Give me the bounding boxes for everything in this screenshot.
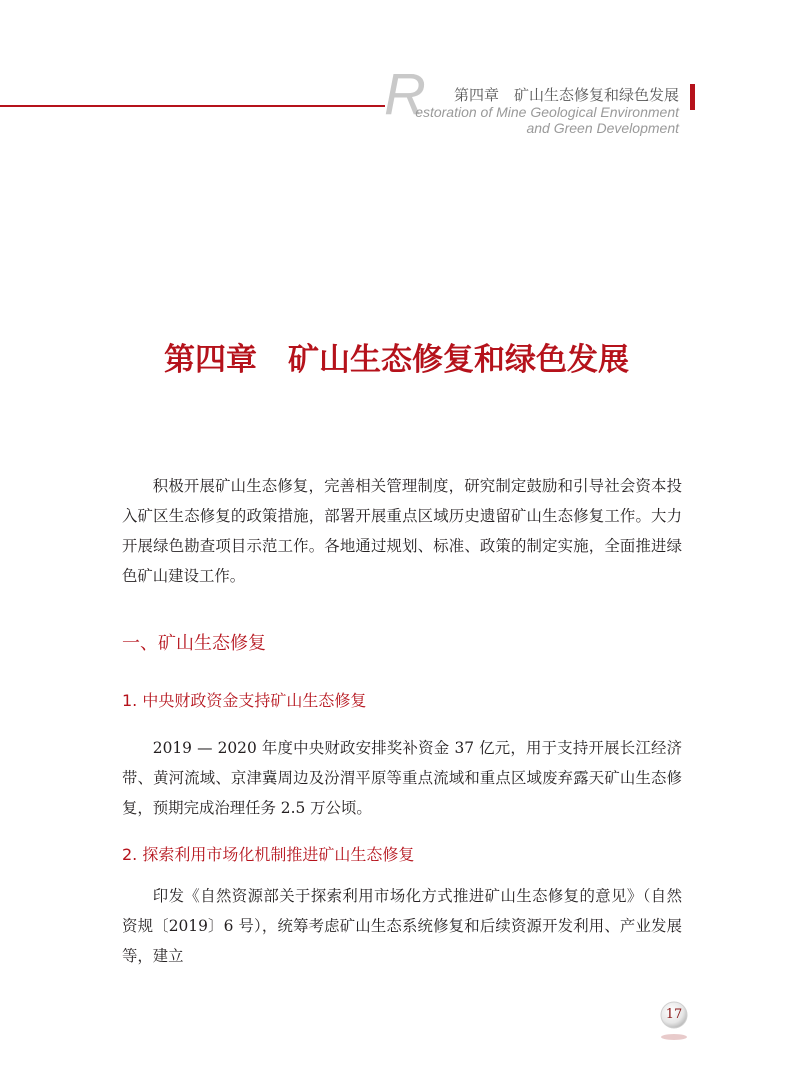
subsection-heading-2: 2. 探索利用市场化机制推进矿山生态修复	[122, 845, 415, 864]
chapter-title: 第四章 矿山生态修复和绿色发展	[164, 342, 629, 378]
header-chapter-title: 第四章 矿山生态修复和绿色发展	[453, 86, 679, 104]
header-decorative-letter: R	[384, 62, 426, 127]
subsection-paragraph-2: 印发《自然资源部关于探索利用市场化方式推进矿山生态修复的意见》（自然资规〔2019〕6 号），统筹考虑矿山生态系统修复和后续资源开发利用、产业发展等，建立	[122, 887, 682, 965]
header-rule	[0, 105, 385, 107]
subsection-paragraph-1: 2019 — 2020 年度中央财政安排奖补资金 37 亿元，用于支持开展长江经济带、黄河流域、京津冀周边及汾渭平原等重点流域和重点区域废弃露天矿山生态修复，预期完成治理任务 2.5 万公顷。	[122, 739, 682, 817]
page-number-badge	[657, 1001, 691, 1035]
section-heading: 一、矿山生态修复	[122, 633, 266, 654]
subsection-heading-1: 1. 中央财政资金支持矿山生态修复	[122, 691, 367, 710]
page-number: 17	[665, 1007, 683, 1022]
intro-paragraph: 积极开展矿山生态修复，完善相关管理制度，研究制定鼓励和引导社会资本投入矿区生态修复的政策措施，部署开展重点区域历史遗留矿山生态修复工作。大力开展绿色勘查项目示范工作。各地通过规划、标准、政策的制定实施，全面推进绿色矿山建设工作。	[122, 477, 682, 585]
header-accent-bar	[690, 84, 695, 110]
header-english-title-line1: estoration of Mine Geological Environment	[415, 104, 679, 120]
header-english-title-line2: and Green Development	[526, 120, 679, 136]
